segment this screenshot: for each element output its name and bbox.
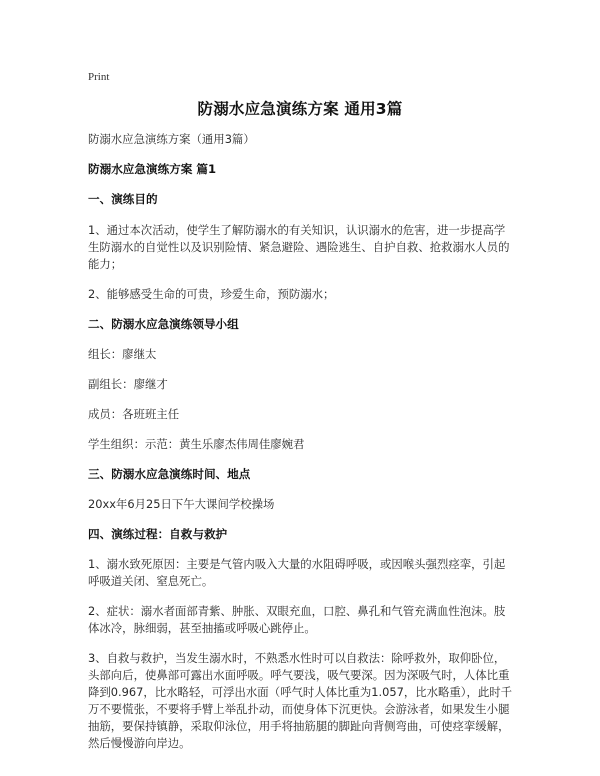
purpose-item-1: 1、通过本次活动，使学生了解防溺水的有关知识，认识溺水的危害，进一步提高学生防溺水的自觉性以及识别险情、紧急避险、遇险逃生、自护自救、抢救溺水人员的能力； [88,223,510,271]
process-item-1: 1、溺水致死原因：主要是气管内吸入大量的水阻碍呼吸，或因喉头强烈痉挛，引起呼吸道关闭、窒息死亡。 [88,557,506,588]
print-label[interactable]: Print [88,71,110,83]
heading-purpose: 一、演练目的 [88,192,158,206]
process-item-2: 2、症状：溺水者面部青紫、肿胀、双眼充血，口腔、鼻孔和气管充满血性泡沫。肢体冰冷，脉细弱，甚至抽搐或呼吸心跳停止。 [88,604,506,635]
heading-leadership: 二、防溺水应急演练领导小组 [88,317,239,331]
time-place: 20xx年6月25日下午大课间学校操场 [88,497,275,511]
document-title: 防溺水应急演练方案 通用3篇 [197,100,403,118]
leader: 组长：廖继太 [88,347,157,361]
heading-time-place: 三、防溺水应急演练时间、地点 [88,467,251,481]
student-organization: 学生组织：示范：黄生乐廖杰伟周佳廖婉君 [88,437,305,451]
subtitle: 防溺水应急演练方案（通用3篇） [88,132,255,146]
purpose-item-2: 2、能够感受生命的可贵，珍爱生命，预防溺水； [88,287,335,301]
vice-leader: 副组长：廖继才 [88,377,168,391]
process-item-3: 3、自救与救护，当发生溺水时，不熟悉水性时可以自救法：除呼救外，取仰卧位，头部向后，使鼻部可露出水面呼吸。呼气要浅，吸气要深。因为深吸气时，人体比重降到0.967，比水略轻，可浮出水面（呼气时人体比重为1.057，比水略重），此时千万不要慌张，不要将手臂上举乱扑动，而使身体下沉更快。会游泳者，如果发生小腿抽筋，要保持镇静，采取仰泳位，用手将抽筋腿的脚趾向背侧弯曲，可使痉挛缓解，然后慢慢游向岸边。 [88,651,513,750]
heading-process: 四、演练过程：自救与救护 [88,527,228,541]
section-title: 防溺水应急演练方案 篇1 [88,162,217,176]
document-body [88,131,513,752]
members: 成员：各班班主任 [88,407,180,421]
